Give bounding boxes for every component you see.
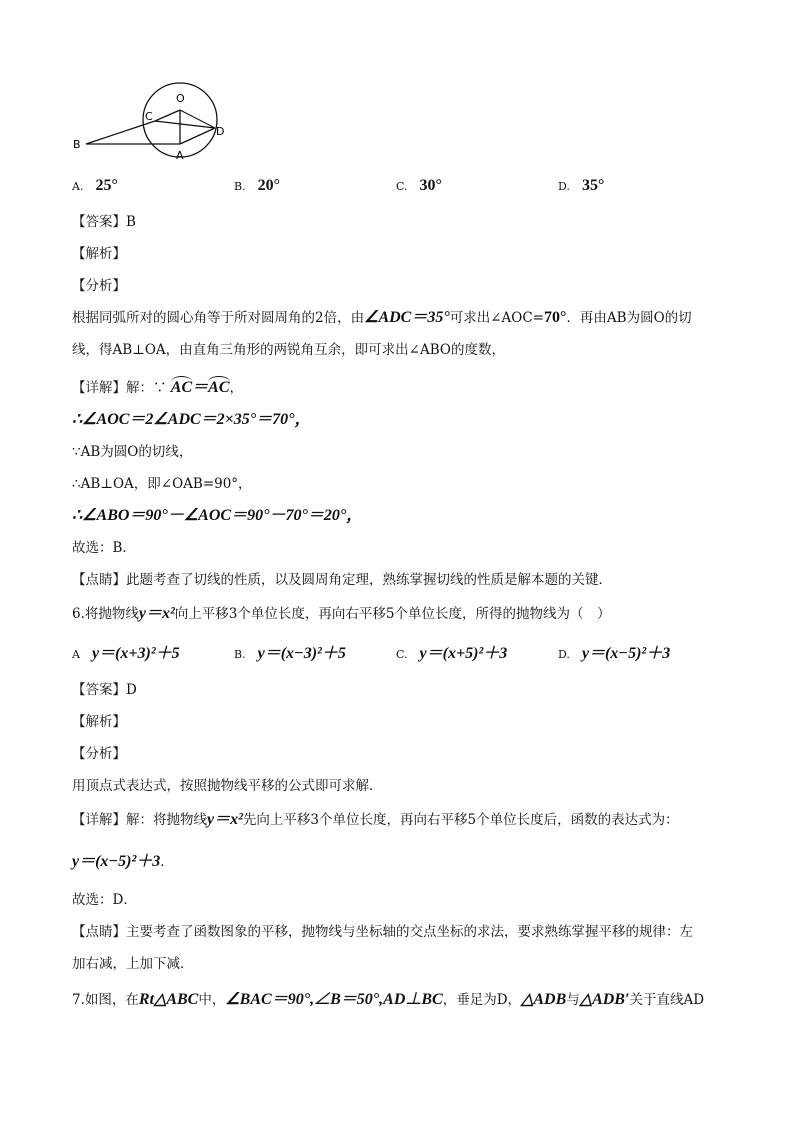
label-d: D: [216, 125, 225, 138]
q6-fenxi: 用顶点式表达式，按照抛物线平移的公式即可求解．: [72, 778, 383, 794]
q7-stem-e: ，垂足为D，: [442, 992, 522, 1008]
q6-option-a-value: y＝(x+3)²＋5: [91, 645, 180, 662]
q5-jiexi-tag: 【解析】: [72, 246, 126, 262]
q6-dianjing-line2: 加右减，上加下减．: [72, 956, 194, 972]
q6-stem-a: 6.将抛物线: [72, 606, 139, 622]
q6-answer-value: D: [126, 682, 137, 698]
q7-stem-rt: Rt△ABC: [138, 991, 199, 1008]
q6-stem-math: y＝x²: [138, 605, 175, 622]
q5-xiangjie-tag: 【详解】: [72, 380, 126, 396]
q5-step4: ∴∠ABO＝90°－∠AOC＝90°－70°＝20°，: [72, 507, 363, 524]
q5-fenxi-line2: 线，得AB⊥OA，由直角三角形的两锐角互余，即可求出∠ABO的度数，: [72, 342, 505, 358]
q7-stem-adb-prime: △ADB′: [579, 991, 630, 1008]
q6-dianjing-line1: [72, 922, 693, 942]
q5-fenxi-tag: 【分析】: [72, 278, 126, 294]
q6-dianjing-text1: 主要考查了函数图象的平移，抛物线与坐标轴的交点坐标的求法，要求熟练掌握平移的规律：左: [126, 924, 693, 940]
q5-option-d-label: D.: [558, 180, 570, 193]
segment-od: [180, 110, 215, 128]
q5-dianjing-tag: 【点睛】: [72, 572, 126, 588]
q6-dianjing-tag: 【点睛】: [72, 924, 126, 940]
label-a: A: [176, 149, 184, 162]
q6-answer-tag: 【答案】: [72, 682, 126, 698]
q5-fenxi-text-e: ．再由AB为圆O的切: [566, 310, 692, 326]
q6-result-tail: ．: [160, 854, 174, 870]
q5-fenxi-text-a: 根据同弧所对的圆心角等于所对圆周角的2倍，由: [72, 310, 365, 326]
label-c: C: [145, 110, 153, 123]
label-o: O: [176, 92, 185, 105]
q5-xiangjie-line: [72, 376, 243, 398]
q5-option-b-value: 20°: [257, 177, 280, 194]
q6-answer: [72, 680, 137, 700]
q5-answer-tag: 【答案】: [72, 214, 126, 230]
q6-result-math: y＝(x−5)²＋3: [72, 853, 161, 870]
q6-option-d-value: y＝(x−5)²＋3: [581, 645, 671, 662]
q7-stem-adb: △ADB: [521, 991, 567, 1008]
q5-option-a[interactable]: [72, 176, 118, 197]
q6-option-c[interactable]: [396, 644, 507, 665]
q6-xiangjie-line: [72, 810, 679, 830]
q6-option-d[interactable]: [558, 644, 670, 665]
q5-fenxi-text-c: 可求出∠AOC=: [449, 310, 545, 326]
q6-result: [72, 852, 174, 872]
q5-dianjing: [72, 570, 612, 590]
q6-option-b-label: B.: [234, 648, 246, 661]
q5-option-c[interactable]: [396, 176, 442, 197]
segment-cd: [155, 121, 215, 128]
q5-answer-value: B: [126, 214, 136, 230]
q6-jiexi-tag: 【解析】: [72, 714, 126, 730]
q6-stem-c: 向上平移3个单位长度，再向右平移5个单位长度，所得的抛物线为（ ）: [174, 606, 611, 622]
q5-dianjing-text: 此题考查了切线的性质，以及圆周角定理，熟练掌握切线的性质是解本题的关键．: [126, 572, 612, 588]
q6-xiangjie-math: y＝x²: [207, 811, 243, 828]
q5-xiangjie-intro: 解：∵: [126, 380, 167, 396]
q5-answer: [72, 212, 136, 232]
q7-stem-i: 关于直线AD: [629, 992, 705, 1008]
q6-xiangjie-tag: 【详解】: [72, 812, 126, 828]
geometry-figure: [70, 80, 240, 170]
q6-fenxi-tag: 【分析】: [72, 746, 126, 762]
q5-choose: 故选：B．: [72, 540, 136, 556]
q7-stem-g: 与: [566, 992, 580, 1008]
q6-xiangjie-a: 解：将抛物线: [126, 812, 207, 828]
q5-option-b[interactable]: [234, 176, 280, 197]
q5-arc-eq: ＝: [192, 379, 209, 396]
q6-option-b-value: y＝(x−3)²＋5: [257, 645, 346, 662]
q5-arc-ac-1: AC: [171, 376, 192, 398]
q5-fenxi-math-adc: ∠ADC＝35°: [364, 309, 450, 326]
q5-option-a-value: 25°: [95, 177, 118, 194]
q5-step2: ∵AB为圆O的切线，: [72, 444, 193, 460]
q6-option-d-label: D.: [558, 648, 570, 661]
q6-choose: 故选：D．: [72, 892, 137, 908]
q6-option-c-label: C.: [396, 648, 408, 661]
q5-fenxi-math-70: 70°: [544, 309, 567, 326]
q6-xiangjie-c: 先向上平移3个单位长度，再向右平移5个单位长度后，函数的表达式为：: [242, 812, 679, 828]
segment-co: [155, 110, 180, 121]
q5-arc-ac-2: AC: [208, 376, 229, 398]
q5-option-d-value: 35°: [581, 177, 605, 194]
q6-stem: [72, 604, 610, 624]
q7-stem-angles: ∠BAC＝90°,∠B＝50°,AD⊥BC: [225, 991, 443, 1008]
q7-stem: [72, 990, 704, 1010]
q6-option-a[interactable]: [72, 644, 180, 665]
q5-option-d[interactable]: [558, 176, 604, 197]
q5-option-a-label: A.: [72, 180, 84, 193]
q6-option-c-value: y＝(x+5)²＋3: [419, 645, 508, 662]
q5-arc-tail: ，: [229, 380, 243, 396]
q5-option-b-label: B.: [234, 180, 246, 193]
q6-option-b[interactable]: [234, 644, 346, 665]
q7-stem-a: 7.如图，在: [72, 992, 139, 1008]
q6-option-a-label: A: [72, 648, 80, 661]
q5-fenxi-line1: [72, 308, 692, 328]
q5-step3: ∴AB⊥OA，即∠OAB=90°，: [72, 476, 252, 492]
q7-stem-c: 中，: [198, 992, 226, 1008]
q5-option-c-label: C.: [396, 180, 408, 193]
q5-step1: ∴∠AOC＝2∠ADC＝2×35°＝70°，: [72, 411, 311, 428]
label-b: B: [73, 138, 81, 151]
q5-option-c-value: 30°: [419, 177, 442, 194]
